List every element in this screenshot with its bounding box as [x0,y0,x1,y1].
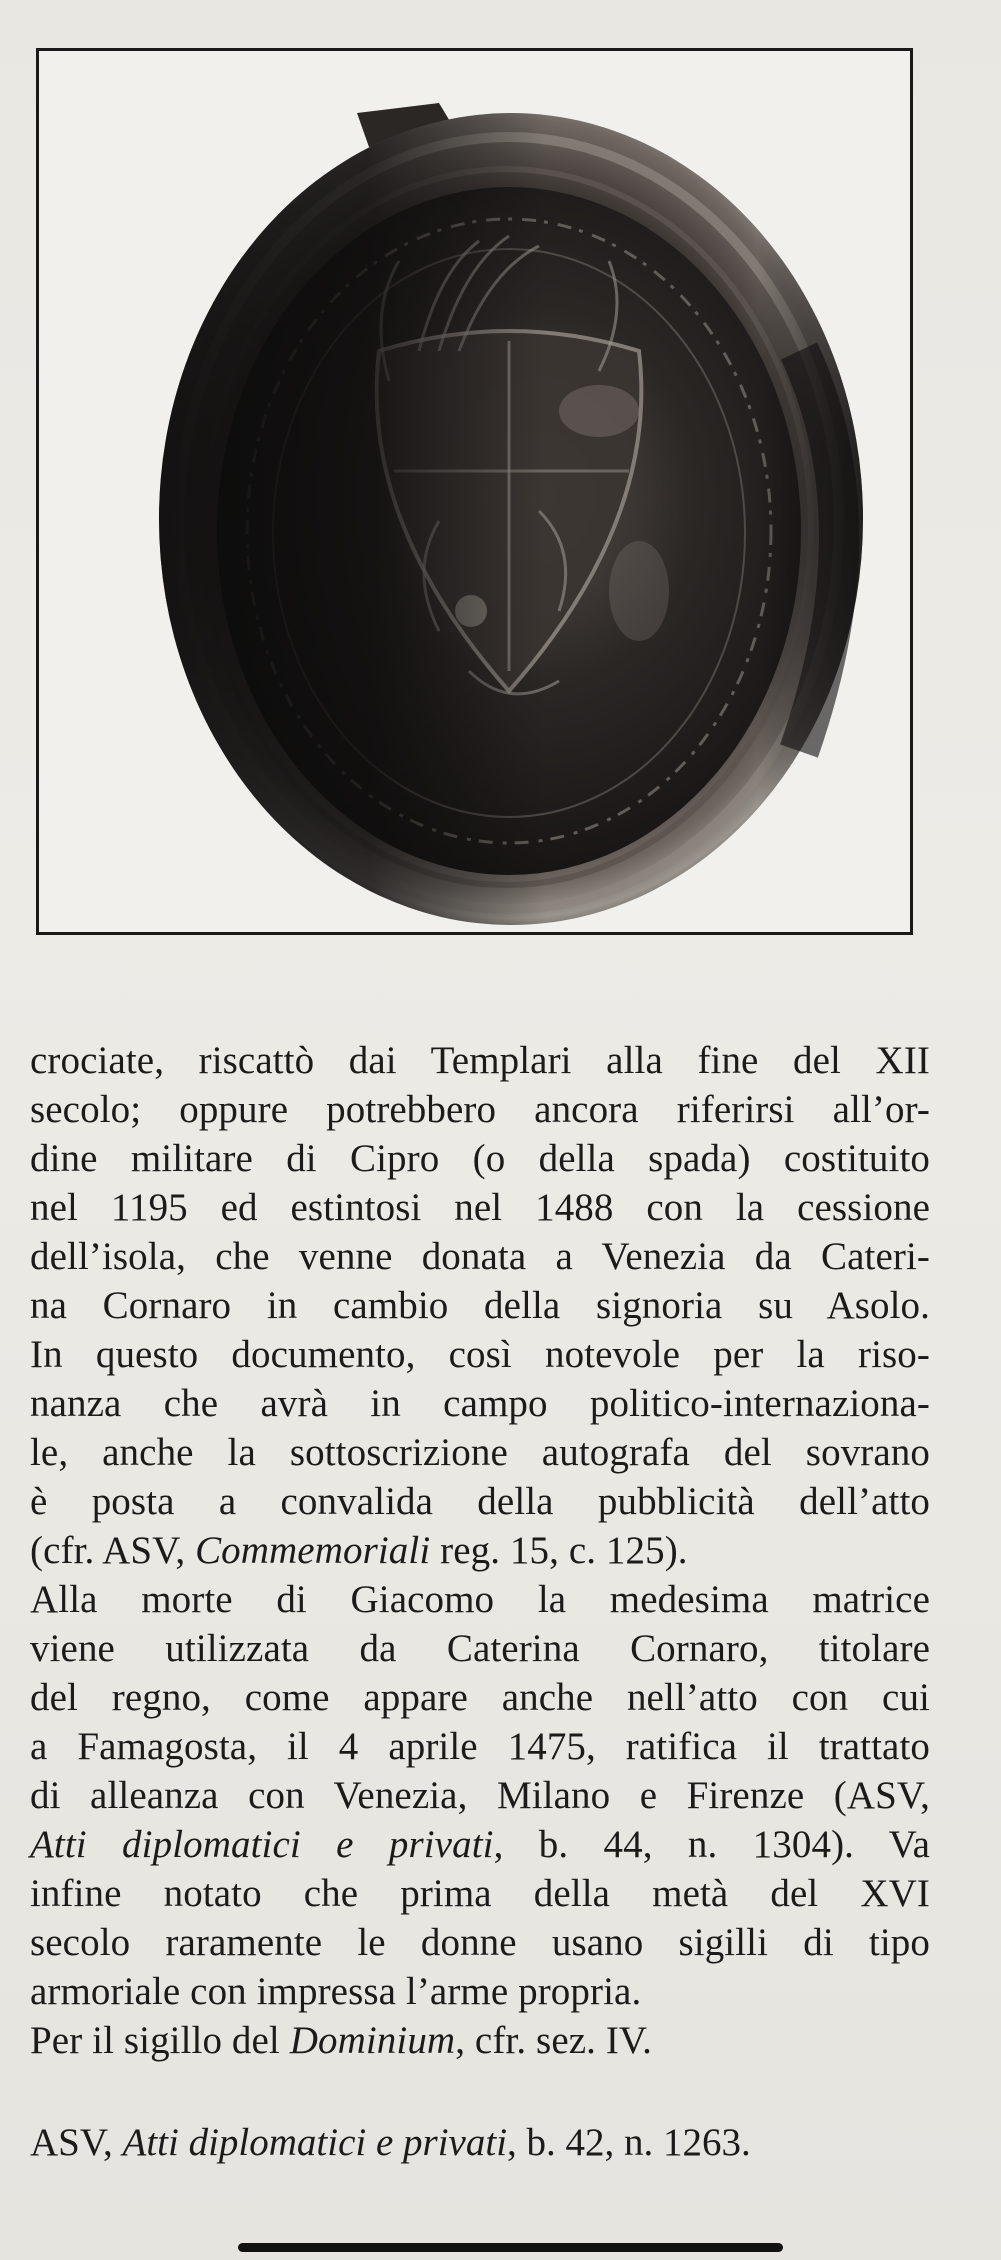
text-line: armoriale con impressa l’arme propria. [30,1970,642,2013]
seal-photo-icon [39,51,910,932]
text-line: In questo documento, così notevole per la riso- [30,1333,930,1376]
text-line: Alla morte di Giacomo la medesima matrice [30,1578,930,1621]
text-line: nanza che avrà in campo politico-internaziona- [30,1382,930,1425]
text-line: a Famagosta, il 4 aprile 1475, ratifica il trattato [30,1725,930,1768]
paragraph-3 [30,2016,930,2065]
text-line [30,1526,930,1575]
text-line: è posta a convalida della pubblicità dell’atto [30,1480,930,1523]
italic-title: Atti diplomatici e privati [122,2121,508,2164]
text-line: na Cornaro in cambio della signoria su Asolo. [30,1284,930,1327]
text-line: infine notato che prima della metà del XVI [30,1872,930,1915]
text-line: di alleanza con Venezia, Milano e Firenze (ASV, [30,1774,930,1817]
text-segment: reg. 15, c. 125). [430,1529,688,1572]
source-citation [30,2118,930,2167]
text-segment: (cfr. ASV, [30,1529,196,1572]
text-line [30,1820,930,1869]
text-segment: , b. 42, n. 1263. [507,2121,751,2164]
italic-title: Dominium [289,2019,456,2062]
text-line: viene utilizzata da Caterina Cornaro, titolare [30,1627,930,1670]
text-line: dell’isola, che venne donata a Venezia da Cateri- [30,1235,930,1278]
text-line: secolo raramente le donne usano sigilli di tipo [30,1921,930,1964]
seal-photo-frame [36,48,913,935]
text-segment: , cfr. sez. IV. [455,2019,653,2062]
text-line: crociate, riscattò dai Templari alla fine del XII [30,1039,930,1082]
paragraph-1 [30,1036,930,1575]
italic-title: Commemoriali [195,1529,431,1572]
text-line: del regno, come appare anche nell’atto con cui [30,1676,930,1719]
text-segment: ASV, [30,2121,123,2164]
body-text [30,1036,930,2065]
text-line: secolo; oppure potrebbero ancora riferirsi all’or- [30,1088,930,1131]
paragraph-2 [30,1575,930,2016]
italic-title: Atti diplomatici e privati [30,1823,494,1866]
text-line: dine militare di Cipro (o della spada) costituito [30,1137,930,1180]
text-segment: Per il sigillo del [30,2019,290,2062]
text-line: le, anche la sottoscrizione autografa del sovrano [30,1431,930,1474]
text-line: nel 1195 ed estintosi nel 1488 con la cessione [30,1186,930,1229]
text-line [30,2016,930,2065]
text-segment: , b. 44, n. 1304). Va [493,1823,930,1866]
home-indicator[interactable] [238,2243,783,2252]
